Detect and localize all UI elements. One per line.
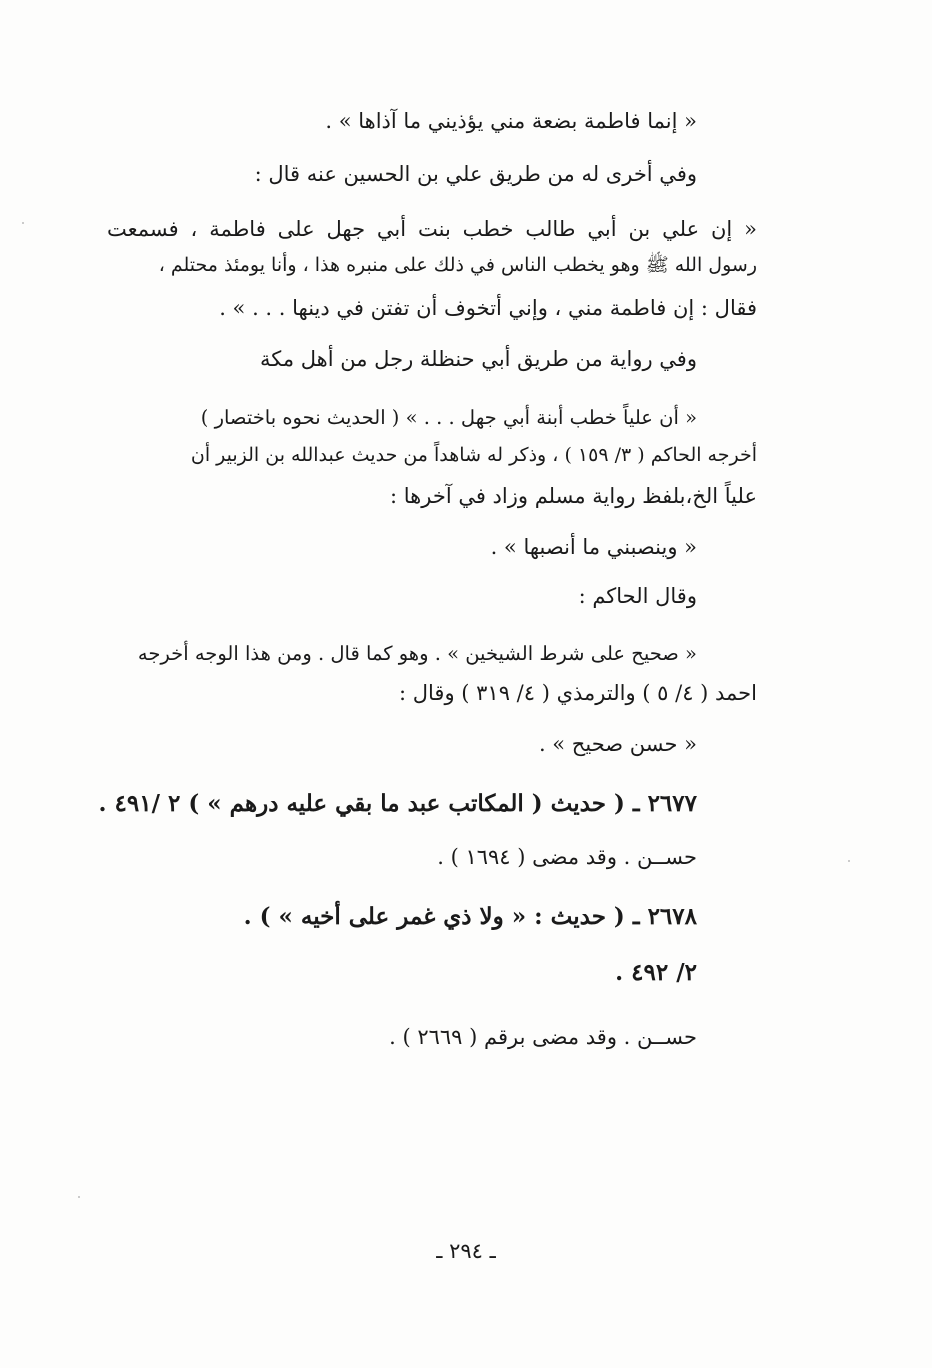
- text-line-14: « حسن صحيح » .: [538, 732, 697, 756]
- scan-speck: [78, 1196, 80, 1198]
- text-line-2: وفي أخرى له من طريق علي بن الحسين عنه قال :: [254, 162, 697, 186]
- text-line-9: علياً الخ،بلفظ رواية مسلم وزاد في آخرها :: [390, 484, 757, 508]
- text-line-16: حســن . وقد مضى ( ١٦٩٤ ) .: [437, 845, 697, 869]
- text-line-7: « أن علياً خطب أبنة أبي جهل . . . » ( الحديث نحوه باختصار ): [200, 406, 697, 429]
- text-line-4: رسول الله ﷺ وهو يخطب الناس في ذلك على منبره هذا ، وأنا يومئذ محتلم ،: [158, 254, 757, 276]
- text-line-6: وفي رواية من طريق أبي حنظلة رجل من أهل مكة: [260, 347, 697, 371]
- text-line-13: احمد ( ٤/ ٥ ) والترمذي ( ٤/ ٣١٩ ) وقال :: [399, 681, 757, 705]
- scan-speck: [22, 222, 24, 224]
- hadith-heading-2677: ٢٦٧٧ ـ ( حديث ( المكاتب عبد ما بقي عليه درهم » ) ٢ /٤٩١ .: [98, 790, 697, 817]
- text-line-18: ٢/ ٤٩٢ .: [615, 959, 697, 986]
- text-line-19: حســن . وقد مضى برقم ( ٢٦٦٩ ) .: [389, 1025, 697, 1049]
- text-line-8: أخرجه الحاكم ( ٣/ ١٥٩ ) ، وذكر له شاهداً من حديث عبدالله بن الزبير أن: [190, 444, 757, 466]
- page-number: ـ ٢٩٤ ـ: [436, 1239, 496, 1263]
- text-line-3: « إن علي بن أبي طالب خطب بنت أبي جهل على فاطمة ، فسمعت: [107, 217, 757, 241]
- text-line-10: « وينصبني ما أنصبها » .: [490, 535, 697, 559]
- hadith-heading-2678: ٢٦٧٨ ـ ( حديث : « ولا ذي غمر على أخيه » ) .: [243, 903, 697, 930]
- text-line-5: فقال : إن فاطمة مني ، وإني أتخوف أن تفتن في دينها . . . » .: [219, 296, 757, 320]
- scan-speck: [848, 860, 850, 862]
- text-line-11: وقال الحاكم :: [578, 584, 697, 608]
- text-line-1: « إنما فاطمة بضعة مني يؤذيني ما آذاها » .: [325, 109, 697, 133]
- text-line-12: « صحيح على شرط الشيخين » . وهو كما قال . ومن هذا الوجه أخرجه: [137, 642, 697, 665]
